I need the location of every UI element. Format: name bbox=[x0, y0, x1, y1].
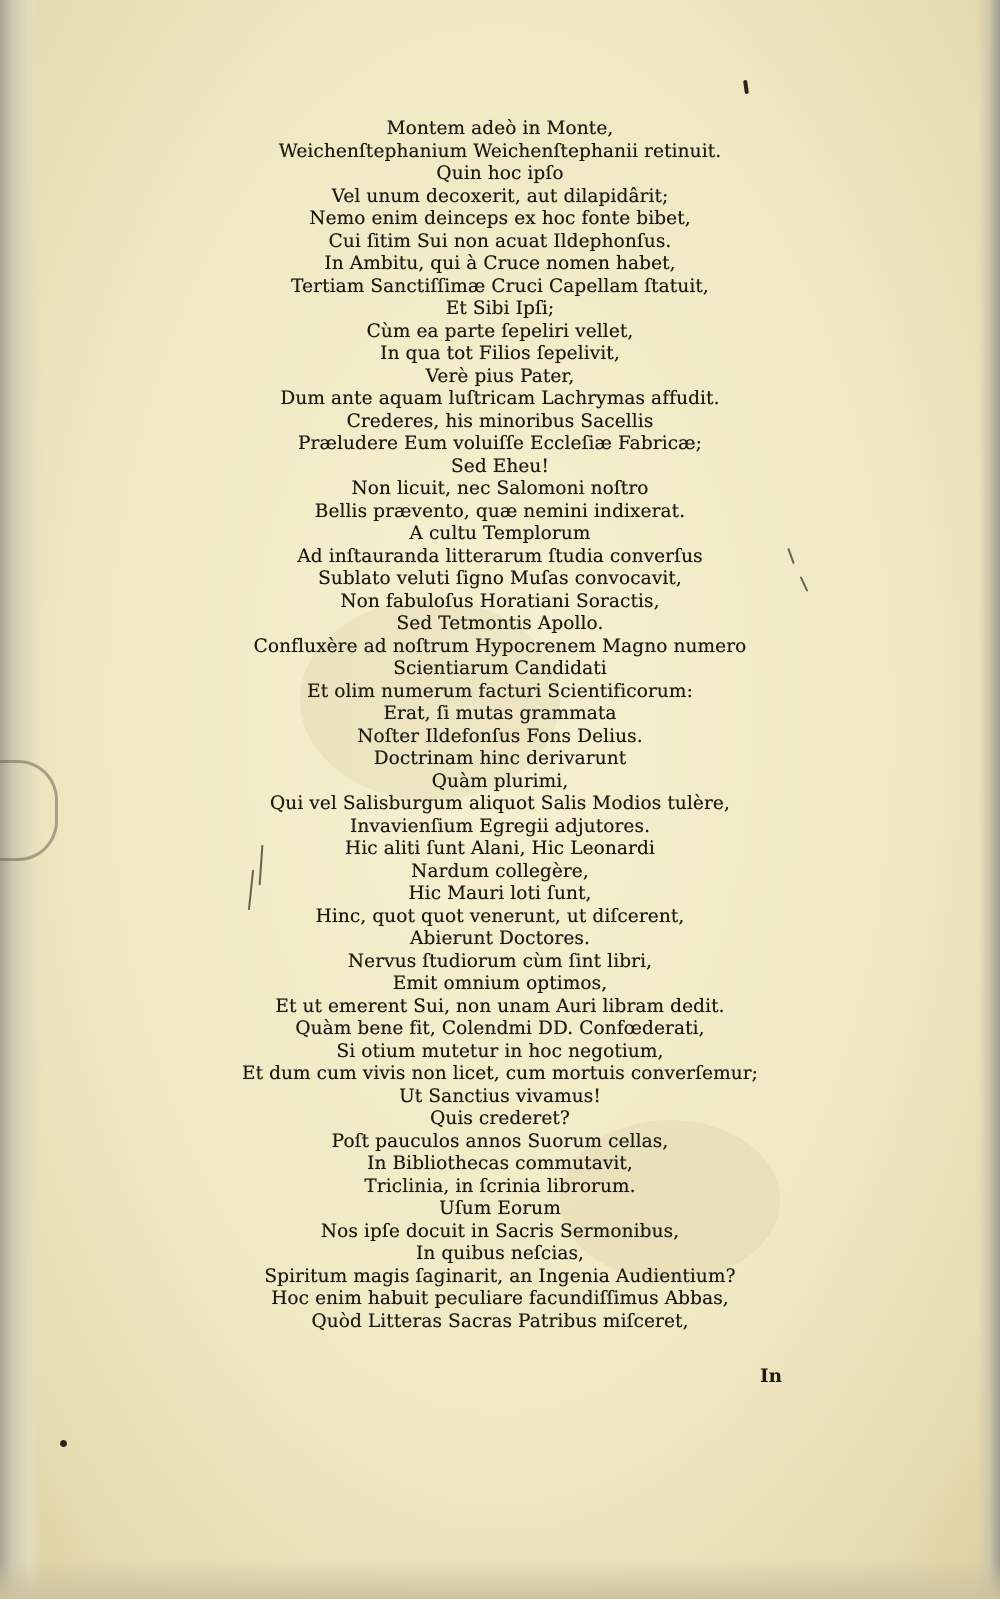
text-line: Cùm ea parte ſepeliri vellet, bbox=[366, 320, 634, 342]
text-line: Sublato veluti ſigno Muſas convocavit, bbox=[318, 568, 682, 589]
binding-cord bbox=[0, 760, 58, 861]
text-line: Invavienſium Egregii adjutores. bbox=[349, 815, 651, 837]
text-line: Noſter Ildefonſus Fons Delius. bbox=[357, 725, 643, 747]
text-line: Nervus ſtudiorum cùm ſint libri, bbox=[347, 950, 653, 972]
text-line: Nos ipſe docuit in Sacris Sermonibus, bbox=[320, 1220, 680, 1242]
text-line: Tertiam Sanctiſſimæ Cruci Capellam ſtatuit, bbox=[291, 275, 709, 297]
text-line: Scientiarum Candidati bbox=[393, 658, 607, 679]
text-line: Dum ante aquam luſtricam Lachrymas affudit. bbox=[280, 388, 720, 409]
text-line: Cui ſitim Sui non acuat Ildephonſus. bbox=[328, 230, 672, 252]
text-line: In quibus neſcias, bbox=[415, 1243, 585, 1264]
text-line: Confluxère ad noſtrum Hypocrenem Magno numero bbox=[253, 635, 747, 657]
text-line: Nemo enim deinceps ex hoc fonte bibet, bbox=[309, 208, 691, 229]
text-line: Uſum Eorum bbox=[439, 1198, 561, 1219]
text-line: Montem adeò in Monte, bbox=[386, 118, 614, 139]
text-line: In qua tot Filios ſepelivit, bbox=[380, 343, 620, 364]
page-bottom-edge bbox=[0, 1559, 1000, 1599]
text-line: Ut Sanctius vivamus! bbox=[399, 1085, 601, 1107]
text-line: Ad inſtauranda litterarum ſtudia converſus bbox=[297, 545, 703, 567]
text-line: Quis crederet? bbox=[430, 1108, 570, 1129]
text-line: Et ut emerent Sui, non unam Auri libram dedit. bbox=[275, 995, 725, 1017]
text-line: Emit omnium optimos, bbox=[392, 973, 608, 994]
text-line: Quàm plurimi, bbox=[431, 770, 569, 792]
text-line: Non fabuloſus Horatiani Soractis, bbox=[340, 590, 660, 612]
catchword: In bbox=[760, 1366, 783, 1387]
text-line: Triclinia, in ſcrinia librorum. bbox=[364, 1175, 636, 1197]
text-line: Hic Mauri loti ſunt, bbox=[408, 883, 592, 904]
text-line: Qui vel Salisburgum aliquot Salis Modios tulère, bbox=[270, 793, 730, 814]
text-line: Et Sibi Ipſi; bbox=[445, 298, 555, 319]
text-line: Nardum collegère, bbox=[411, 860, 589, 882]
text-line: Quòd Litteras Sacras Patribus miſceret, bbox=[311, 1310, 689, 1332]
text-line: Weichenſtephanium Weichenſtephanii retinuit. bbox=[278, 140, 722, 162]
text-line: Non licuit, nec Salomoni noſtro bbox=[351, 478, 649, 499]
ink-dot bbox=[60, 1440, 67, 1447]
text-line: Præludere Eum voluiſſe Eccleſiæ Fabricæ; bbox=[298, 433, 702, 454]
text-line: Hic aliti ſunt Alani, Hic Leonardi bbox=[345, 838, 655, 859]
text-line: Sed Tetmontis Apollo. bbox=[396, 613, 604, 634]
page-right-edge bbox=[978, 0, 1000, 1599]
text-line: Et olim numerum facturi Scientificorum: bbox=[307, 680, 693, 702]
ink-mark bbox=[743, 80, 749, 94]
text-line: Crederes, his minoribus Sacellis bbox=[346, 410, 654, 432]
text-line: Poſt pauculos annos Suorum cellas, bbox=[331, 1130, 669, 1152]
text-line: Si otium mutetur in hoc negotium, bbox=[336, 1040, 664, 1062]
text-line: Hoc enim habuit peculiare facundiſſimus Abbas, bbox=[271, 1288, 729, 1309]
text-line: Et dum cum vivis non licet, cum mortuis converſemur; bbox=[241, 1063, 759, 1084]
text-line: Vel unum decoxerit, aut dilapidârit; bbox=[331, 185, 669, 207]
text-line: Abierunt Doctores. bbox=[410, 928, 590, 949]
text-line: Doctrinam hinc derivarunt bbox=[373, 748, 627, 769]
text-line: In Bibliothecas commutavit, bbox=[367, 1153, 633, 1174]
text-line: In Ambitu, qui à Cruce nomen habet, bbox=[324, 253, 676, 274]
text-line: Quàm bene fit, Colendmi DD. Confœderati, bbox=[295, 1018, 705, 1039]
text-line: Hinc, quot quot venerunt, ut diſcerent, bbox=[315, 905, 685, 927]
text-line: Erat, ſi mutas grammata bbox=[383, 703, 617, 724]
text-line: Quin hoc ipſo bbox=[436, 163, 564, 184]
text-line: Bellis prævento, quæ nemini indixerat. bbox=[314, 500, 686, 522]
text-line: Spiritum magis ſaginarit, an Ingenia Audientium? bbox=[264, 1265, 736, 1287]
text-line: A cultu Templorum bbox=[409, 523, 591, 544]
poem-text bbox=[150, 118, 850, 1333]
text-line: Verè pius Pater, bbox=[425, 365, 575, 387]
text-line: Sed Eheu! bbox=[451, 455, 549, 477]
